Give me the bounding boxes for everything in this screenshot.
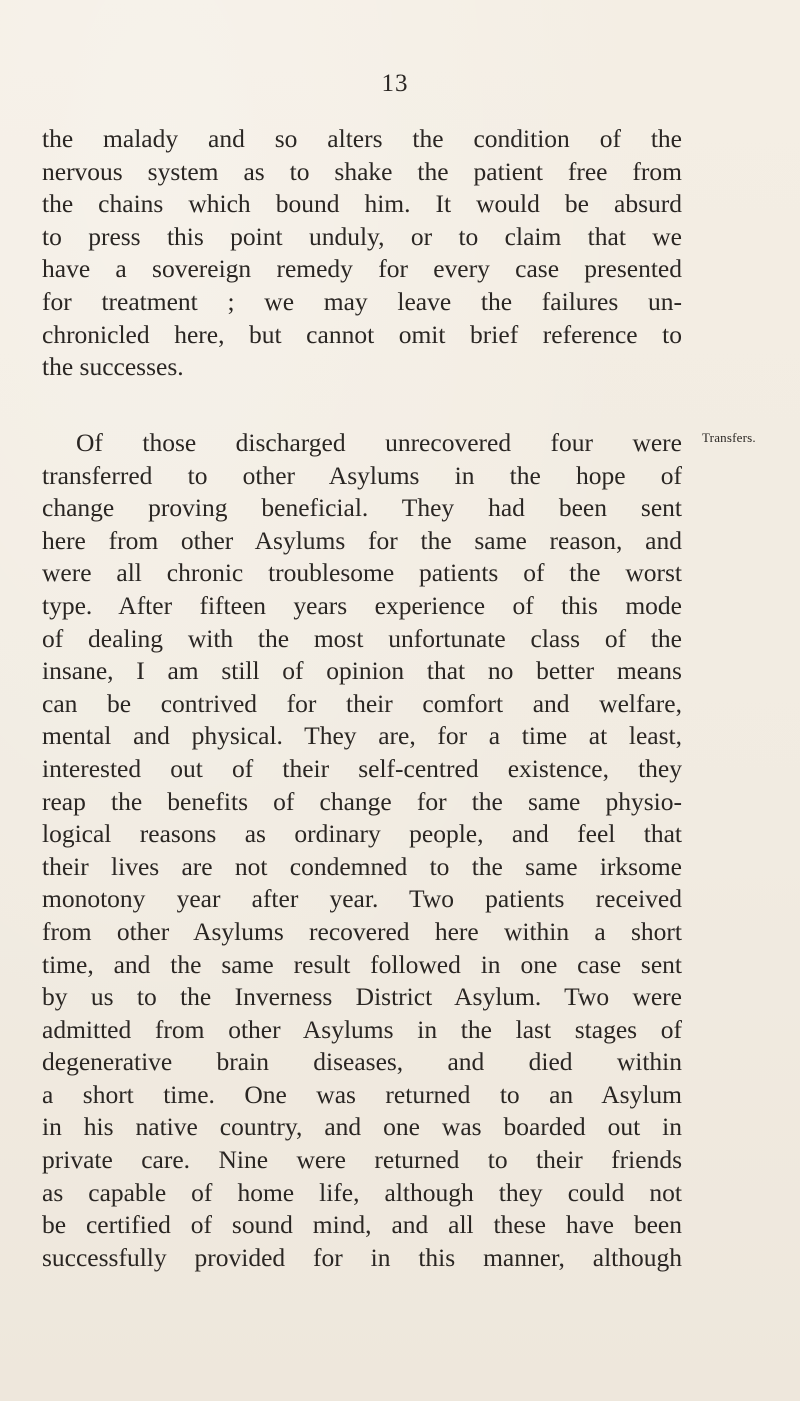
text-line: type. After fifteen years experience of this mode — [42, 590, 682, 620]
text-line: a short time. One was returned to an Asylum — [42, 1079, 682, 1109]
text-line: Of those discharged unrecovered four were — [76, 428, 682, 457]
text-line: degenerative brain diseases, and died within — [42, 1047, 682, 1077]
text-line: in his native country, and one was boarded out in — [42, 1112, 682, 1142]
paragraph-2 — [42, 427, 682, 1274]
paragraph-1 — [42, 123, 682, 384]
text-line: insane, I am still of opinion that no better means — [42, 656, 682, 686]
text-line: have a sovereign remedy for every case presented — [42, 254, 682, 284]
text-line: be certified of sound mind, and all these have been — [42, 1210, 682, 1240]
text-line: transferred to other Asylums in the hope of — [42, 460, 682, 490]
text-line: successfully provided for in this manner, although — [42, 1242, 682, 1272]
text-line: change proving beneficial. They had been sent — [42, 493, 682, 523]
text-line: interested out of their self-centred existence, they — [42, 753, 682, 783]
text-line: their lives are not condemned to the same irksome — [42, 851, 682, 881]
text-line: by us to the Inverness District Asylum. Two were — [42, 982, 682, 1012]
text-line: time, and the same result followed in one case sent — [42, 949, 682, 979]
text-line: the successes. — [42, 352, 184, 382]
text-line: to press this point unduly, or to claim that we — [42, 221, 682, 251]
text-line: can be contrived for their comfort and welfare, — [42, 688, 682, 718]
text-line: logical reasons as ordinary people, and feel that — [42, 819, 682, 849]
text-line: chronicled here, but cannot omit brief reference to — [42, 319, 682, 349]
text-line: nervous system as to shake the patient free from — [42, 156, 682, 186]
margin-note: Transfers. — [702, 430, 756, 445]
text-line: from other Asylums recovered here within a short — [42, 916, 682, 946]
text-line: mental and physical. They are, for a time at least, — [42, 721, 682, 751]
text-line: here from other Asylums for the same reason, and — [42, 525, 682, 555]
page-number: 13 — [381, 70, 409, 97]
text-line: for treatment ; we may leave the failures un- — [42, 286, 682, 316]
text-line: reap the benefits of change for the same physio- — [42, 786, 682, 816]
text-line: the malady and so alters the condition of the — [42, 124, 682, 153]
text-line: admitted from other Asylums in the last stages of — [42, 1014, 682, 1044]
text-line: of dealing with the most unfortunate class of the — [42, 623, 682, 653]
text-line: private care. Nine were returned to their friends — [42, 1145, 682, 1175]
text-line: monotony year after year. Two patients received — [42, 884, 682, 914]
text-line: the chains which bound him. It would be absurd — [42, 189, 682, 219]
text-line: as capable of home life, although they could not — [42, 1177, 682, 1207]
text-line: were all chronic troublesome patients of the worst — [42, 558, 682, 588]
